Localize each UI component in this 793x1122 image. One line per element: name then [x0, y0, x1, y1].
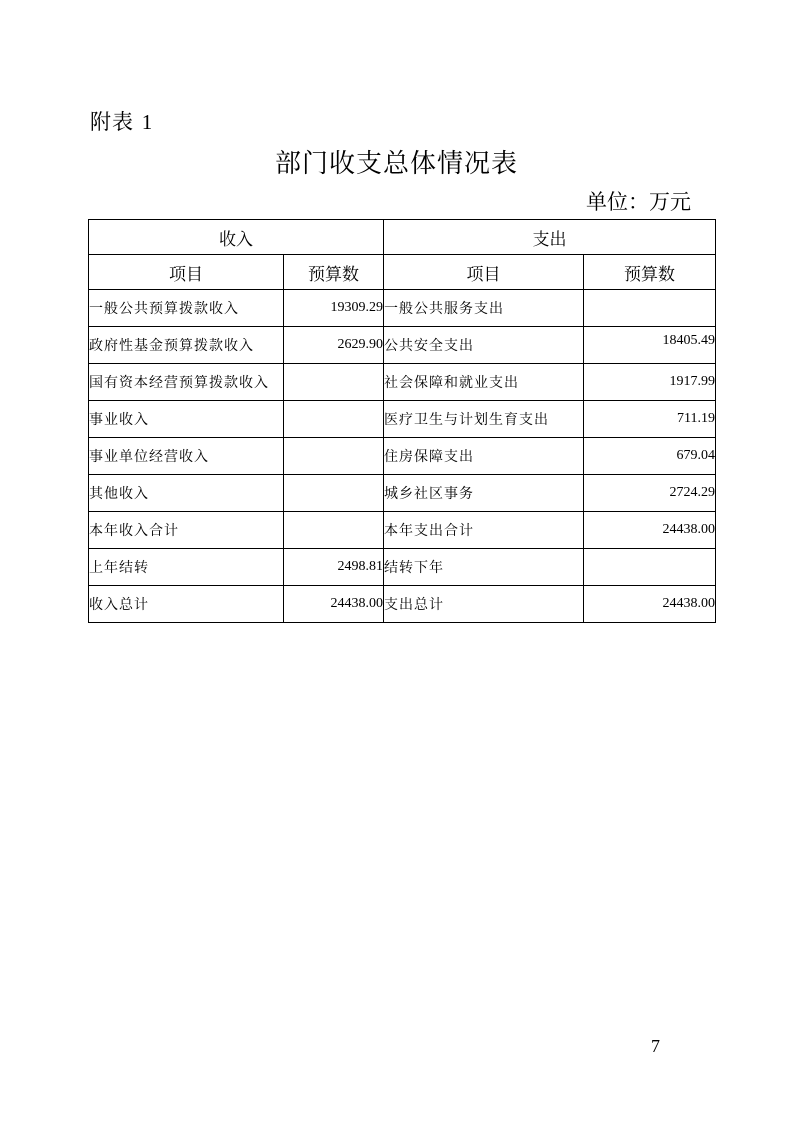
- expense-item: 公共安全支出: [384, 327, 584, 364]
- expense-item: 城乡社区事务: [384, 475, 584, 512]
- annex-prefix: 附表: [90, 110, 134, 134]
- income-section-header: 收入: [89, 220, 384, 255]
- expense-item: 医疗卫生与计划生育支出: [384, 401, 584, 438]
- income-amount: [284, 475, 384, 512]
- income-amount: 2629.90: [284, 327, 384, 364]
- table-row: [89, 401, 716, 438]
- income-item: 收入总计: [89, 586, 284, 623]
- expense-item-header: 项目: [384, 255, 584, 290]
- page-number: 7: [651, 1036, 660, 1056]
- expense-amount: 24438.00: [584, 512, 716, 549]
- income-item: 上年结转: [89, 549, 284, 586]
- income-item: 国有资本经营预算拨款收入: [89, 364, 284, 401]
- table-row: [89, 327, 716, 364]
- expense-amount: 2724.29: [584, 475, 716, 512]
- income-item-header: 项目: [89, 255, 284, 290]
- expense-amount: 24438.00: [584, 586, 716, 623]
- expense-item: 社会保障和就业支出: [384, 364, 584, 401]
- expense-item: 本年支出合计: [384, 512, 584, 549]
- income-amount: [284, 364, 384, 401]
- table-row: [89, 290, 716, 327]
- unit-label: 单位：万元: [586, 190, 691, 214]
- expense-amount: 1917.99: [584, 364, 716, 401]
- expense-budget-header: 预算数: [584, 255, 716, 290]
- expense-amount: [584, 549, 716, 586]
- income-amount: [284, 512, 384, 549]
- income-amount: 24438.00: [284, 586, 384, 623]
- expense-item: 支出总计: [384, 586, 584, 623]
- annex-label: [90, 106, 153, 136]
- income-amount: 2498.81: [284, 549, 384, 586]
- expense-amount: 18405.49: [584, 327, 716, 364]
- budget-summary-table: [88, 219, 716, 623]
- income-item: 事业单位经营收入: [89, 438, 284, 475]
- expense-amount: [584, 290, 716, 327]
- annex-number: 1: [141, 110, 154, 134]
- income-budget-header: 预算数: [284, 255, 384, 290]
- income-amount: [284, 438, 384, 475]
- table-row: [89, 549, 716, 586]
- expense-amount: 679.04: [584, 438, 716, 475]
- table-row: [89, 475, 716, 512]
- income-item: 一般公共预算拨款收入: [89, 290, 284, 327]
- expense-item: 住房保障支出: [384, 438, 584, 475]
- section-header-row: [89, 220, 716, 255]
- income-item: 政府性基金预算拨款收入: [89, 327, 284, 364]
- document-title: 部门收支总体情况表: [274, 149, 518, 179]
- expense-item: 一般公共服务支出: [384, 290, 584, 327]
- column-header-row: [89, 255, 716, 290]
- table-row: [89, 586, 716, 623]
- income-item: 本年收入合计: [89, 512, 284, 549]
- income-amount: [284, 401, 384, 438]
- expense-item: 结转下年: [384, 549, 584, 586]
- income-item: 其他收入: [89, 475, 284, 512]
- income-item: 事业收入: [89, 401, 284, 438]
- table-row: [89, 364, 716, 401]
- income-amount: 19309.29: [284, 290, 384, 327]
- table-row: [89, 438, 716, 475]
- expense-amount: 711.19: [584, 401, 716, 438]
- expense-section-header: 支出: [384, 220, 716, 255]
- table-row: [89, 512, 716, 549]
